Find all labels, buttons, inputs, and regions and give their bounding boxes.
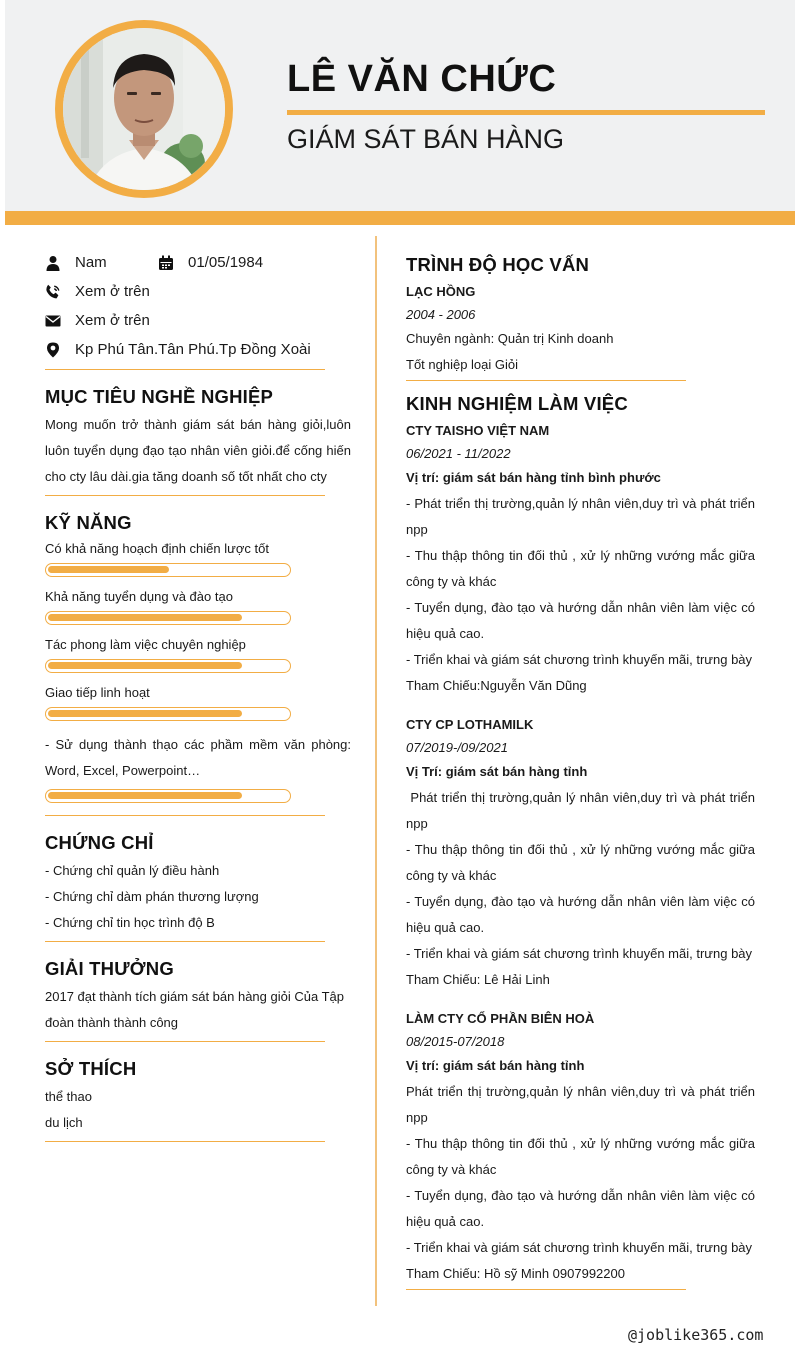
- job-entry: [406, 419, 759, 699]
- contact-row-gender-dob: [45, 248, 351, 277]
- job-duty-line: Phát triển thị trường,quản lý nhân viên,duy trì và phát triển npp: [406, 1084, 759, 1125]
- job-entry: [406, 713, 759, 993]
- footer-watermark: @joblike365.com: [628, 1326, 764, 1344]
- education-title: TRÌNH ĐỘ HỌC VẤN: [406, 254, 590, 275]
- avatar: [63, 28, 225, 190]
- experience-title: KINH NGHIỆM LÀM VIỆC: [406, 393, 628, 414]
- skill-bar: [45, 611, 291, 625]
- objective-title: MỤC TIÊU NGHỀ NGHIỆP: [45, 386, 274, 407]
- left-column: [45, 236, 351, 1142]
- column-divider: [375, 236, 377, 1306]
- skill-label: Có khả năng hoạch định chiến lược tốt: [45, 541, 269, 556]
- job-entry: [406, 1007, 759, 1287]
- job-company: CTY TAISHO VIỆT NAM: [406, 423, 550, 438]
- contact-row-email: [45, 306, 351, 335]
- name-underline: [287, 110, 765, 115]
- skill-item: [45, 540, 351, 577]
- contact-row-phone: [45, 277, 351, 306]
- envelope-icon: [45, 313, 61, 329]
- job-duty-line: Tham Chiếu: Lê Hải Linh: [406, 972, 550, 987]
- phone-icon: [45, 284, 61, 300]
- map-pin-icon: [45, 342, 61, 358]
- job-duty-line: - Tuyển dụng, đào tạo và hướng dẫn nhân viên làm việc có hiệu quả cao.: [406, 1188, 759, 1229]
- email-value: Xem ở trên: [75, 312, 150, 329]
- job-duty-line: - Triển khai và giám sát chương trình khuyến mãi, trưng bày: [406, 652, 753, 667]
- avatar-frame: [55, 20, 233, 198]
- skill-bar-fill: [48, 710, 242, 717]
- job-duty-line: - Phát triển thị trường,quản lý nhân viên,duy trì và phát triển npp: [406, 496, 759, 537]
- skill-bar-fill: [48, 662, 242, 669]
- skill-item: [45, 732, 351, 803]
- skill-bar: [45, 789, 291, 803]
- education-result: Tốt nghiệp loại Giỏi: [406, 357, 519, 372]
- skill-label: Khả năng tuyển dụng và đào tạo: [45, 589, 233, 604]
- education-period: 2004 - 2006: [406, 307, 476, 322]
- skill-label: Giao tiếp linh hoạt: [45, 685, 150, 700]
- skills-list: [45, 540, 351, 803]
- hobbies-title: SỞ THÍCH: [45, 1058, 137, 1079]
- user-icon: [45, 255, 61, 271]
- phone-value: Xem ở trên: [75, 283, 150, 300]
- job-position: Vị Trí: giám sát bán hàng tỉnh: [406, 764, 588, 779]
- job-period: 08/2015-07/2018: [406, 1034, 505, 1049]
- job-period: 07/2019-/09/2021: [406, 740, 508, 755]
- objective-text: Mong muốn trở thành giám sát bán hàng giỏi,luôn luôn tuyển dụng đạo tạo nhân viên giỏi.để cống hiến cho cty lâu dài.gia tăng doanh số tốt nhất cho cty: [45, 417, 351, 484]
- dob-value: 01/05/1984: [188, 254, 264, 271]
- hobby-item: thể thao: [45, 1089, 92, 1104]
- job-duty-line: - Triển khai và giám sát chương trình khuyến mãi, trưng bày: [406, 1240, 753, 1255]
- job-duty-line: - Tuyển dụng, đào tạo và hướng dẫn nhân viên làm việc có hiệu quả cao.: [406, 600, 759, 641]
- skill-item: [45, 684, 351, 721]
- experience-list: [406, 419, 759, 1287]
- header-accent-bar: [5, 211, 795, 225]
- skill-bar: [45, 707, 291, 721]
- skill-bar-fill: [48, 566, 169, 573]
- section-rule: [406, 1289, 686, 1290]
- dob-item: [158, 254, 263, 271]
- job-duty-line: - Tuyển dụng, đào tạo và hướng dẫn nhân viên làm việc có hiệu quả cao.: [406, 894, 759, 935]
- skill-bar-fill: [48, 614, 242, 621]
- section-rule: [45, 1141, 325, 1142]
- gender-item: [45, 254, 158, 271]
- address-value: Kp Phú Tân.Tân Phú.Tp Đồng Xoài: [75, 341, 311, 358]
- right-column: [406, 236, 759, 1290]
- job-title: GIÁM SÁT BÁN HÀNG: [287, 124, 565, 154]
- skill-item: [45, 636, 351, 673]
- contact-row-address: [45, 335, 351, 364]
- certificate-item: - Chứng chỉ dàm phán thương lượng: [45, 889, 259, 904]
- skill-bar: [45, 563, 291, 577]
- skills-title: KỸ NĂNG: [45, 512, 132, 533]
- job-position: Vị trí: giám sát bán hàng tỉnh bình phước: [406, 470, 661, 485]
- job-duty-line: - Thu thập thông tin đối thủ , xử lý những vướng mắc giữa công ty và khác: [406, 842, 759, 883]
- certificate-item: - Chứng chỉ tin học trình độ B: [45, 915, 215, 930]
- certificates-title: CHỨNG CHỈ: [45, 832, 154, 853]
- job-duty-line: - Thu thập thông tin đối thủ , xử lý những vướng mắc giữa công ty và khác: [406, 1136, 759, 1177]
- candidate-name: LÊ VĂN CHỨC: [287, 58, 557, 100]
- job-position: Vị trí: giám sát bán hàng tỉnh: [406, 1058, 585, 1073]
- hobby-item: du lịch: [45, 1115, 83, 1130]
- education-school: LẠC HỒNG: [406, 284, 476, 299]
- job-company: CTY CP LOTHAMILK: [406, 717, 534, 732]
- certificates-list: [45, 858, 351, 936]
- job-duty-line: Tham Chiếu:Nguyễn Văn Dũng: [406, 678, 587, 693]
- skill-bar-fill: [48, 792, 242, 799]
- gender-value: Nam: [75, 254, 107, 271]
- job-duty-line: Phát triển thị trường,quản lý nhân viên,duy trì và phát triển npp: [406, 790, 759, 831]
- skill-item: [45, 588, 351, 625]
- job-duty-line: - Triển khai và giám sát chương trình khuyến mãi, trưng bày: [406, 946, 753, 961]
- job-duty-line: - Thu thập thông tin đối thủ , xử lý những vướng mắc giữa công ty và khác: [406, 548, 759, 589]
- awards-title: GIẢI THƯỞNG: [45, 958, 174, 979]
- education-major: Chuyên ngành: Quản trị Kinh doanh: [406, 331, 614, 346]
- calendar-icon: [158, 255, 174, 271]
- job-period: 06/2021 - 11/2022: [406, 446, 511, 461]
- job-company: LÀM CTY CỔ PHẦN BIÊN HOÀ: [406, 1011, 595, 1026]
- certificate-item: - Chứng chỉ quản lý điều hành: [45, 863, 220, 878]
- avatar-photo: [63, 28, 225, 190]
- job-duty-line: Tham Chiếu: Hồ sỹ Minh 0907992200: [406, 1266, 625, 1281]
- hobbies-list: [45, 1084, 351, 1136]
- skill-label: - Sử dụng thành thạo các phầm mềm văn phòng: Word, Excel, Powerpoint…: [45, 737, 351, 778]
- awards-text: 2017 đạt thành tích giám sát bán hàng giỏi Của Tập đoàn thành thành công: [45, 989, 344, 1030]
- skill-bar: [45, 659, 291, 673]
- skill-label: Tác phong làm việc chuyên nghiệp: [45, 637, 246, 652]
